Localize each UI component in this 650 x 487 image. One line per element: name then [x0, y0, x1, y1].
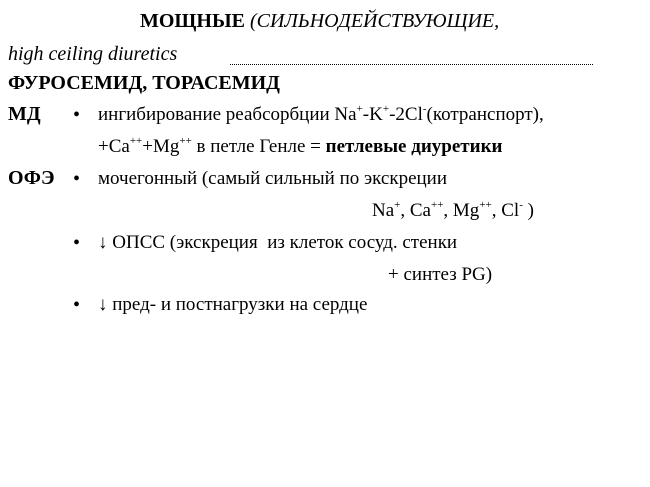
ions-line	[372, 200, 534, 222]
mech-cont-sup-1: ++	[129, 135, 143, 147]
dotted-rule	[230, 64, 593, 65]
mechanism-text-1: ингибирование реабсорбции Na	[98, 104, 357, 125]
ion-ca: , Ca	[400, 200, 431, 221]
mechanism-text-3: -2Cl	[389, 104, 423, 125]
ion-mg-charge: ++	[479, 199, 492, 211]
label-md: МД	[8, 103, 41, 125]
bullet-opss: •	[73, 232, 81, 254]
ion-cl-charge: -	[519, 199, 523, 211]
drug-names: ФУРОСЕМИД, ТОРАСЕМИД	[8, 72, 280, 94]
list-item-mechanism	[98, 104, 544, 126]
list-item-opss: ↓ ОПСС (экскреция из клеток сосуд. стенки	[98, 232, 458, 253]
mechanism-text-4: (котранспорт),	[426, 104, 544, 125]
mech-cont-text-3: в петле Генле =	[191, 136, 326, 157]
ions-close: )	[522, 200, 534, 221]
mechanism-sup-1: +	[356, 103, 363, 115]
pg-synthesis-line: + синтез PG)	[388, 264, 493, 285]
mech-cont-text-2: +Mg	[142, 136, 180, 157]
loop-diuretics-term: петлевые диуретики	[325, 136, 503, 157]
mechanism-text-2: -K	[362, 104, 383, 125]
bullet-load: •	[73, 294, 81, 316]
mechanism-sup-2: +	[382, 103, 390, 115]
label-ofe: ОФЭ	[8, 167, 55, 189]
slide-title	[140, 10, 499, 33]
list-item-diuretic: мочегонный (самый сильный по экскреции	[98, 168, 448, 189]
bullet-diuretic: •	[73, 168, 81, 190]
ion-na-charge: +	[394, 199, 401, 211]
title-bold: МОЩНЫЕ	[140, 10, 245, 32]
mechanism-sup-3: -	[422, 103, 427, 115]
mech-cont-text-1: +Ca	[98, 136, 130, 157]
list-item-mechanism-continued	[98, 136, 502, 158]
subtitle: high ceiling diuretics	[8, 43, 178, 65]
mech-cont-sup-2: ++	[179, 135, 192, 147]
ion-cl: , Cl	[491, 200, 520, 221]
ion-na: Na	[372, 200, 395, 221]
ion-mg: , Mg	[443, 200, 480, 221]
bullet-mechanism: •	[73, 104, 81, 126]
title-italic: (СИЛЬНОДЕЙСТВУЮЩИЕ,	[249, 10, 500, 32]
ion-ca-charge: ++	[430, 199, 444, 211]
list-item-load: ↓ пред- и постнагрузки на сердце	[98, 294, 368, 315]
